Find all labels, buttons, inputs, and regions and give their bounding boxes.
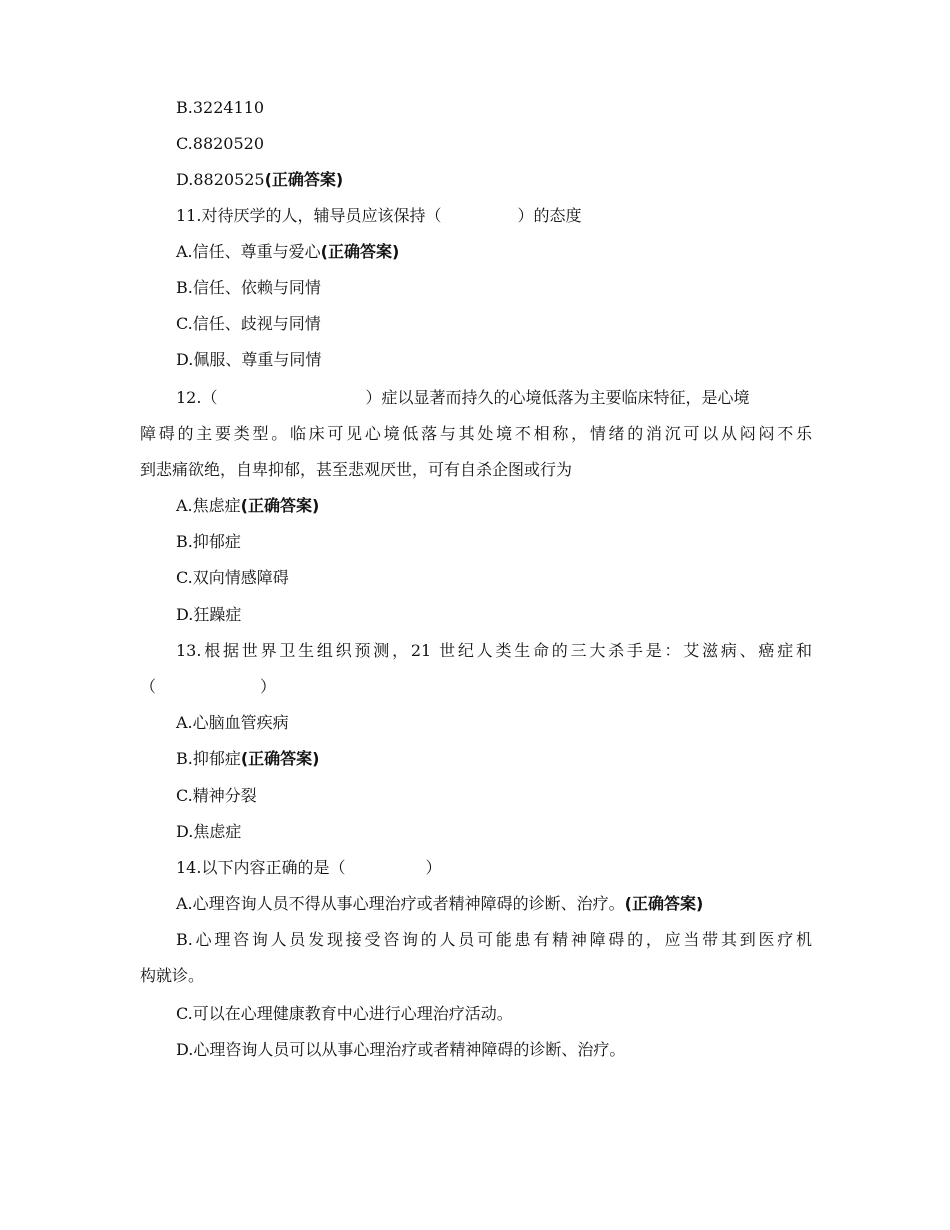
correct-answer-marker: (正确答案) [264, 170, 344, 189]
question-text: 12.（ [176, 388, 218, 407]
option-c-q11 [176, 306, 812, 342]
question-text: 11.对待厌学的人，辅导员应该保持（ [176, 206, 442, 225]
option-text: A.心理咨询人员不得从事心理治疗或者精神障碍的诊断、治疗。 [176, 894, 625, 913]
question-text: ） [425, 858, 442, 877]
question-text: 到悲痛欲绝，自卑抑郁，甚至悲观厌世，可有自杀企图或行为 [140, 460, 573, 479]
option-text: C.可以在心理健康教育中心进行心理治疗活动。 [176, 1004, 513, 1023]
question-text: （ [140, 677, 157, 696]
option-text: D.心理咨询人员可以从事心理治疗或者精神障碍的诊断、治疗。 [176, 1040, 626, 1059]
option-b-q12 [176, 524, 812, 560]
option-text: D.佩服、尊重与同情 [176, 350, 322, 369]
option-text: C.精神分裂 [176, 786, 257, 805]
option-text: B.抑郁症 [176, 532, 241, 551]
correct-answer-marker: (正确答案) [320, 242, 400, 261]
correct-answer-marker: (正确答案) [624, 894, 704, 913]
option-text: C.双向情感障碍 [176, 568, 289, 587]
option-text: 构就诊。 [140, 966, 205, 985]
option-d-q12 [176, 597, 812, 633]
option-c-q13 [176, 778, 812, 814]
question-14 [176, 850, 812, 886]
option-text: D.焦虑症 [176, 822, 242, 841]
option-text: D.8820525 [176, 170, 265, 189]
question-11 [176, 198, 812, 234]
option-text: B.心理咨询人员发现接受咨询的人员可能患有精神障碍的，应当带其到医疗机 [176, 930, 812, 949]
question-text: 13.根据世界卫生组织预测，21 世纪人类生命的三大杀手是：艾滋病、癌症和 [176, 641, 812, 660]
option-text: B.3224110 [176, 98, 265, 117]
option-b-q14-line-2 [140, 958, 812, 994]
question-text: ） [260, 677, 277, 696]
question-text: 14.以下内容正确的是（ [176, 858, 346, 877]
option-text: C.信任、歧视与同情 [176, 314, 321, 333]
option-text: D.狂躁症 [176, 605, 242, 624]
option-text: B.抑郁症 [176, 749, 241, 768]
option-text: A.信任、尊重与爱心 [176, 242, 321, 261]
option-text: A.心脑血管疾病 [176, 713, 289, 732]
option-a-q11 [176, 234, 812, 270]
option-text: A.焦虑症 [176, 496, 241, 515]
question-12 [176, 380, 812, 416]
option-b-q13 [176, 741, 812, 777]
option-c-q14 [176, 996, 812, 1032]
option-b-q11 [176, 270, 812, 306]
option-d-q13 [176, 814, 812, 850]
option-d-q10 [176, 162, 812, 198]
option-text: B.信任、依赖与同情 [176, 278, 321, 297]
question-12-line-3 [140, 452, 812, 488]
correct-answer-marker: (正确答案) [240, 496, 320, 515]
option-b-q14 [176, 922, 812, 958]
question-12-line-2 [140, 416, 812, 452]
correct-answer-marker: (正确答案) [240, 749, 320, 768]
question-13 [176, 633, 812, 669]
question-13-line-2 [140, 669, 812, 705]
option-a-q13 [176, 705, 812, 741]
question-text: ）的态度 [517, 206, 582, 225]
option-d-q11 [176, 342, 812, 378]
question-text: ）症以显著而持久的心境低落为主要临床特征，是心境 [365, 388, 750, 407]
option-a-q12 [176, 488, 812, 524]
question-text: 障碍的主要类型。临床可见心境低落与其处境不相称，情绪的消沉可以从闷闷不乐 [140, 424, 812, 443]
option-d-q14 [176, 1032, 812, 1068]
option-a-q14 [176, 886, 812, 922]
option-text: C.8820520 [176, 134, 265, 153]
option-c-q12 [176, 560, 812, 596]
option-b-q10 [176, 90, 812, 126]
option-c-q10 [176, 126, 812, 162]
